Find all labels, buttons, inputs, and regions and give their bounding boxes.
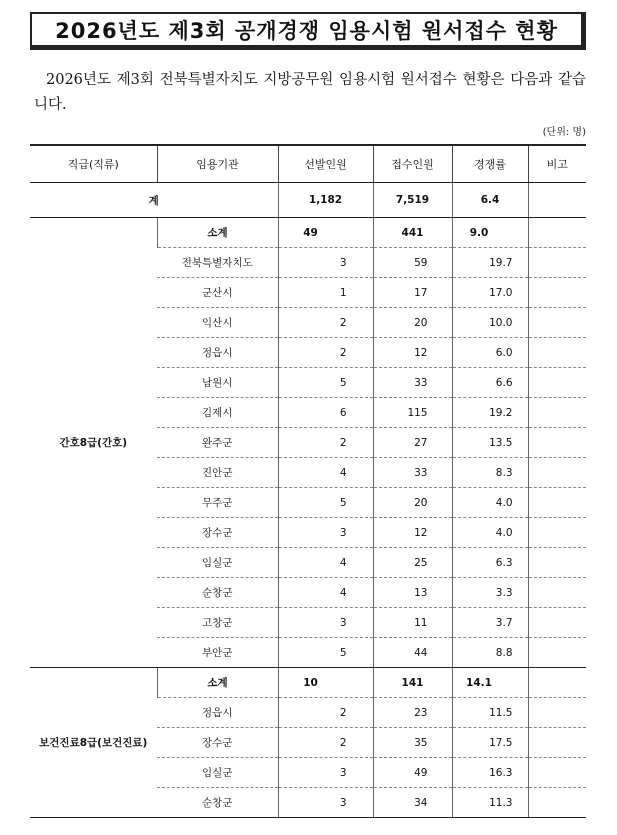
agency-cell: 장수군 <box>157 728 278 758</box>
agency-cell: 부안군 <box>157 638 278 668</box>
note-cell <box>528 758 586 788</box>
note-cell <box>528 338 586 368</box>
agency-cell: 군산시 <box>157 278 278 308</box>
note-cell <box>528 578 586 608</box>
applied-cell: 59 <box>373 248 452 278</box>
ratio-cell: 8.3 <box>452 458 528 488</box>
header-row <box>30 145 586 183</box>
agency-cell: 순창군 <box>157 788 278 818</box>
applied-cell: 115 <box>373 398 452 428</box>
subtotal-applied: 441 <box>373 218 452 248</box>
note-cell <box>528 308 586 338</box>
subtotal-selected: 49 <box>278 218 373 248</box>
note-cell <box>528 278 586 308</box>
selected-cell: 1 <box>278 278 373 308</box>
subtotal-label: 소계 <box>157 668 278 698</box>
applied-cell: 12 <box>373 338 452 368</box>
ratio-cell: 6.6 <box>452 368 528 398</box>
note-cell <box>528 248 586 278</box>
subtotal-row <box>30 668 586 698</box>
header-applied: 접수인원 <box>373 145 452 183</box>
selected-cell: 3 <box>278 788 373 818</box>
ratio-cell: 4.0 <box>452 518 528 548</box>
intro-paragraph: 2026년도 제3회 전북특별자치도 지방공무원 임용시험 원서접수 현황은 다음과 같습니다. <box>34 72 586 113</box>
selected-cell: 5 <box>278 638 373 668</box>
note-cell <box>528 398 586 428</box>
selected-cell: 5 <box>278 488 373 518</box>
agency-cell: 무주군 <box>157 488 278 518</box>
page-title: 2026년도 제3회 공개경쟁 임용시험 원서접수 현황 <box>55 18 558 43</box>
applications-table <box>30 144 586 818</box>
total-note <box>528 183 586 218</box>
note-cell <box>528 368 586 398</box>
ratio-cell: 6.3 <box>452 548 528 578</box>
agency-cell: 완주군 <box>157 428 278 458</box>
header-note: 비고 <box>528 145 586 183</box>
total-applied: 7,519 <box>373 183 452 218</box>
header-selected: 선발인원 <box>278 145 373 183</box>
ratio-cell: 13.5 <box>452 428 528 458</box>
subtotal-ratio: 9.0 <box>452 218 528 248</box>
applied-cell: 27 <box>373 428 452 458</box>
header-grade: 직급(직류) <box>30 145 157 183</box>
ratio-cell: 16.3 <box>452 758 528 788</box>
selected-cell: 4 <box>278 548 373 578</box>
note-cell <box>528 488 586 518</box>
subtotal-note <box>528 218 586 248</box>
applied-cell: 25 <box>373 548 452 578</box>
total-ratio: 6.4 <box>452 183 528 218</box>
note-cell <box>528 458 586 488</box>
ratio-cell: 3.7 <box>452 608 528 638</box>
agency-cell: 고창군 <box>157 608 278 638</box>
selected-cell: 4 <box>278 578 373 608</box>
agency-cell: 정읍시 <box>157 338 278 368</box>
subtotal-label: 소계 <box>157 218 278 248</box>
note-cell <box>528 548 586 578</box>
ratio-cell: 17.0 <box>452 278 528 308</box>
unit-label: (단위: 명) <box>542 127 586 138</box>
applied-cell: 44 <box>373 638 452 668</box>
applied-cell: 13 <box>373 578 452 608</box>
ratio-cell: 8.8 <box>452 638 528 668</box>
ratio-cell: 19.7 <box>452 248 528 278</box>
header-agency: 임용기관 <box>157 145 278 183</box>
selected-cell: 2 <box>278 698 373 728</box>
total-selected: 1,182 <box>278 183 373 218</box>
applied-cell: 49 <box>373 758 452 788</box>
ratio-cell: 17.5 <box>452 728 528 758</box>
selected-cell: 3 <box>278 608 373 638</box>
agency-cell: 순창군 <box>157 578 278 608</box>
applied-cell: 33 <box>373 458 452 488</box>
note-cell <box>528 638 586 668</box>
applied-cell: 34 <box>373 788 452 818</box>
grade-cell: 간호8급(간호) <box>30 218 157 668</box>
selected-cell: 3 <box>278 248 373 278</box>
applied-cell: 17 <box>373 278 452 308</box>
ratio-cell: 6.0 <box>452 338 528 368</box>
subtotal-ratio: 14.1 <box>452 668 528 698</box>
applied-cell: 12 <box>373 518 452 548</box>
agency-cell: 임실군 <box>157 548 278 578</box>
agency-cell: 남원시 <box>157 368 278 398</box>
ratio-cell: 11.3 <box>452 788 528 818</box>
selected-cell: 3 <box>278 758 373 788</box>
selected-cell: 2 <box>278 308 373 338</box>
selected-cell: 4 <box>278 458 373 488</box>
ratio-cell: 10.0 <box>452 308 528 338</box>
total-label: 계 <box>30 183 278 218</box>
note-cell <box>528 428 586 458</box>
ratio-cell: 3.3 <box>452 578 528 608</box>
applied-cell: 20 <box>373 308 452 338</box>
agency-cell: 임실군 <box>157 758 278 788</box>
agency-cell: 장수군 <box>157 518 278 548</box>
agency-cell: 김제시 <box>157 398 278 428</box>
grade-cell: 보건진료8급(보건진료) <box>30 668 157 818</box>
note-cell <box>528 698 586 728</box>
total-row <box>30 183 586 218</box>
ratio-cell: 19.2 <box>452 398 528 428</box>
selected-cell: 2 <box>278 338 373 368</box>
header-ratio: 경쟁률 <box>452 145 528 183</box>
note-cell <box>528 728 586 758</box>
selected-cell: 5 <box>278 368 373 398</box>
selected-cell: 2 <box>278 728 373 758</box>
applied-cell: 20 <box>373 488 452 518</box>
ratio-cell: 11.5 <box>452 698 528 728</box>
subtotal-note <box>528 668 586 698</box>
subtotal-applied: 141 <box>373 668 452 698</box>
selected-cell: 6 <box>278 398 373 428</box>
agency-cell: 진안군 <box>157 458 278 488</box>
selected-cell: 2 <box>278 428 373 458</box>
selected-cell: 3 <box>278 518 373 548</box>
applied-cell: 35 <box>373 728 452 758</box>
agency-cell: 익산시 <box>157 308 278 338</box>
applied-cell: 33 <box>373 368 452 398</box>
agency-cell: 전북특별자치도 <box>157 248 278 278</box>
subtotal-row <box>30 218 586 248</box>
note-cell <box>528 608 586 638</box>
title-box <box>30 12 586 50</box>
note-cell <box>528 518 586 548</box>
subtotal-selected: 10 <box>278 668 373 698</box>
agency-cell: 정읍시 <box>157 698 278 728</box>
applied-cell: 23 <box>373 698 452 728</box>
note-cell <box>528 788 586 818</box>
applied-cell: 11 <box>373 608 452 638</box>
ratio-cell: 4.0 <box>452 488 528 518</box>
